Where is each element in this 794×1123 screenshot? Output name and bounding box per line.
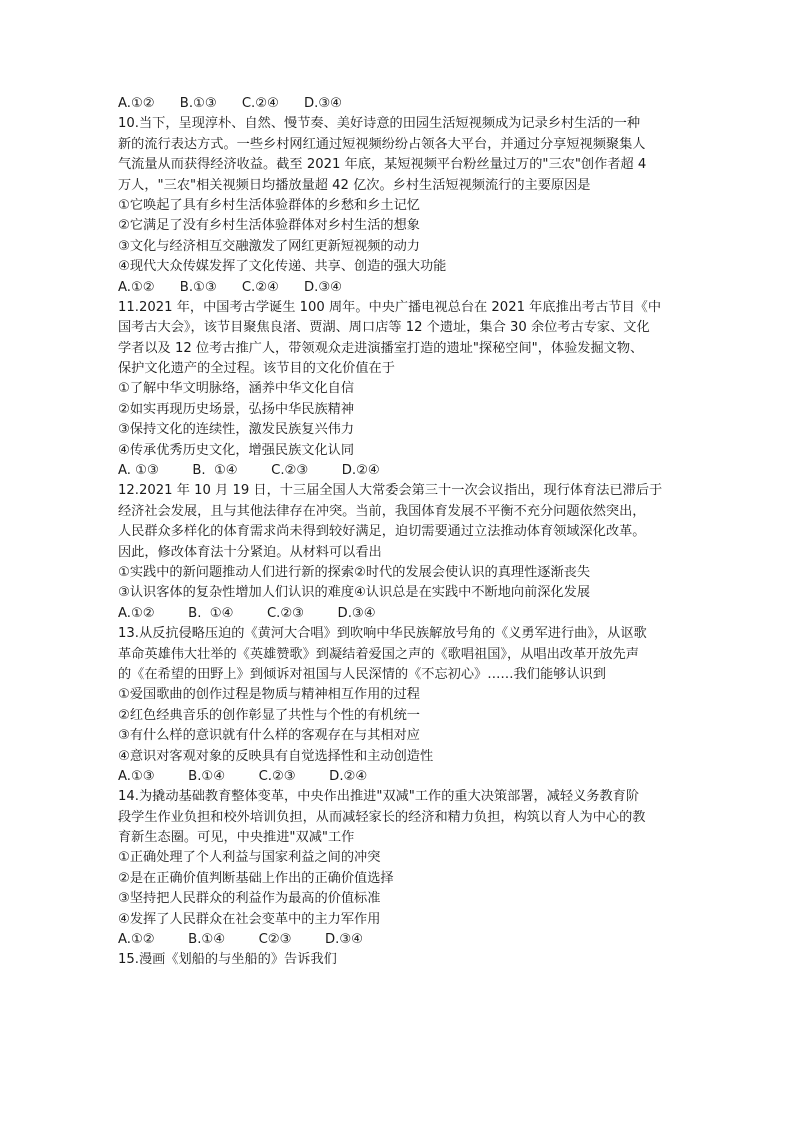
q10-stem-line: 气流量从而获得经济收益。截至 2021 年底，某短视频平台粉丝量过万的"三农"创作者超 4 — [118, 157, 647, 173]
q12-stem-line: 人民群众多样化的体育需求尚未得到较好满足，迫切需要通过立法推动体育领域深化改革。 — [118, 524, 646, 540]
q12-option: ①实践中的新问题推动人们进行新的探索②时代的发展会使认识的真理性逐渐丧失 — [118, 564, 591, 580]
q12-stem-line: 因此，修改体育法十分紧迫。从材料可以看出 — [118, 544, 382, 560]
q11-stem-line: 国考古大会》，该节目聚焦良渚、贾湖、周口店等 12 个遗址，集合 30 余位考古专家、文化 — [118, 320, 650, 336]
q10-stem-line: 万人，"三农"相关视频日均播放量超 42 亿次。乡村生活短视频流行的主要原因是 — [118, 177, 591, 193]
q11-option: ①了解中华文明脉络，涵养中华文化自信 — [118, 381, 355, 397]
q15-stem-line: 15.漫画《划船的与坐船的》告诉我们 — [118, 952, 337, 968]
q11-stem-line: 11.2021 年，中国考古学诞生 100 周年。中央广播电视总台在 2021 年底推出考古节目《中 — [118, 299, 662, 315]
question-15 — [118, 950, 688, 970]
q13-option: ③有什么样的意识就有什么样的客观存在与其相对应 — [118, 728, 420, 744]
q10-option: ③文化与经济相互交融激发了网红更新短视频的动力 — [118, 238, 420, 254]
question-12 — [118, 481, 688, 624]
q11-option: ④传承优秀历史文化，增强民族文化认同 — [118, 442, 355, 458]
q9-answer-choices: A.①② B.①③ C.②④ D.③④ — [118, 96, 343, 111]
q13-option: ②红色经典音乐的创作彰显了共性与个性的有机统一 — [118, 707, 420, 723]
question-13 — [118, 624, 688, 787]
q10-option: ②它满足了没有乡村生活体验群体对乡村生活的想象 — [118, 218, 420, 234]
q14-option: ①正确处理了个人利益与国家利益之间的冲突 — [118, 850, 381, 866]
q11-stem-line: 保护文化遗产的全过程。该节目的文化价值在于 — [118, 361, 395, 377]
q13-stem-line: 13.从反抗侵略压迫的《黄河大合唱》到吹响中华民族解放号角的《义勇军进行曲》，从讴歌 — [118, 626, 647, 642]
q13-option: ①爱国歌曲的创作过程是物质与精神相互作用的过程 — [118, 687, 420, 703]
q13-option: ④意识对客观对象的反映具有自觉选择性和主动创造性 — [118, 748, 434, 764]
q14-stem-line: 育新生态圈。可见，中央推进"双减"工作 — [118, 830, 355, 846]
q11-answer-choices: A. ①③ B. ①④ C.②③ D.②④ — [118, 463, 380, 479]
question-11 — [118, 298, 688, 482]
q10-option: ①它唤起了具有乡村生活体验群体的乡愁和乡土记忆 — [118, 197, 420, 213]
q14-option: ②是在正确价值判断基础上作出的正确价值选择 — [118, 870, 394, 886]
question-10 — [118, 114, 688, 298]
q14-stem-line: 14.为撬动基础教育整体变革，中央作出推进"双减"工作的重大决策部署，减轻义务教育阶 — [118, 789, 640, 805]
q10-option: ④现代大众传媒发挥了文化传递、共享、创造的强大功能 — [118, 259, 447, 275]
q14-stem-line: 段学生作业负担和校外培训负担，从而减轻家长的经济和精力负担，构筑以育人为中心的教 — [118, 809, 646, 825]
q14-option: ③坚持把人民群众的利益作为最高的价值标准 — [118, 891, 381, 907]
exam-page — [118, 94, 688, 971]
q13-answer-choices: A.①③ B.①④ C.②③ D.②④ — [118, 768, 368, 784]
q12-stem-line: 经济社会发展，且与其他法律存在冲突。当前，我国体育发展不平衡不充分问题依然突出， — [118, 503, 646, 519]
q10-answer-choices: A.①② B.①③ C.②④ D.③④ — [118, 279, 343, 295]
q10-stem-line: 10.当下，呈现淳朴、自然、慢节奏、美好诗意的田园生活短视频成为记录乡村生活的一种 — [118, 116, 641, 132]
q11-option: ②如实再现历史场景，弘扬中华民族精神 — [118, 401, 355, 417]
q14-option: ④发挥了人民群众在社会变革中的主力军作用 — [118, 911, 381, 927]
q12-option: ③认识客体的复杂性增加人们认识的难度④认识总是在实践中不断地向前深化发展 — [118, 585, 591, 601]
q12-answer-choices: A.①② B. ①④ C.②③ D.③④ — [118, 605, 376, 621]
q10-stem-line: 新的流行表达方式。一些乡村网红通过短视频纷纷占领各大平台，并通过分享短视频聚集人 — [118, 136, 646, 152]
q14-answer-choices: A.①② B.①④ C②③ D.③④ — [118, 932, 363, 948]
q11-stem-line: 学者以及 12 位考古推广人，带领观众走进演播室打造的遗址"探秘空间"，体验发掘文物、 — [118, 340, 644, 356]
q11-option: ③保持文化的连续性，激发民族复兴伟力 — [118, 422, 355, 438]
question-14 — [118, 787, 688, 950]
q13-stem-line: 革命英雄伟大壮举的《英雄赞歌》到凝结着爱国之声的《歌唱祖国》，从唱出改革开放先声 — [118, 646, 639, 662]
q12-stem-line: 12.2021 年 10 月 19 日，十三届全国人大常委会第三十一次会议指出，现行体育法已滞后于 — [118, 483, 663, 499]
q13-stem-line: 的《在希望的田野上》到倾诉对祖国与人民深情的《不忘初心》……我们能够认识到 — [118, 666, 606, 682]
